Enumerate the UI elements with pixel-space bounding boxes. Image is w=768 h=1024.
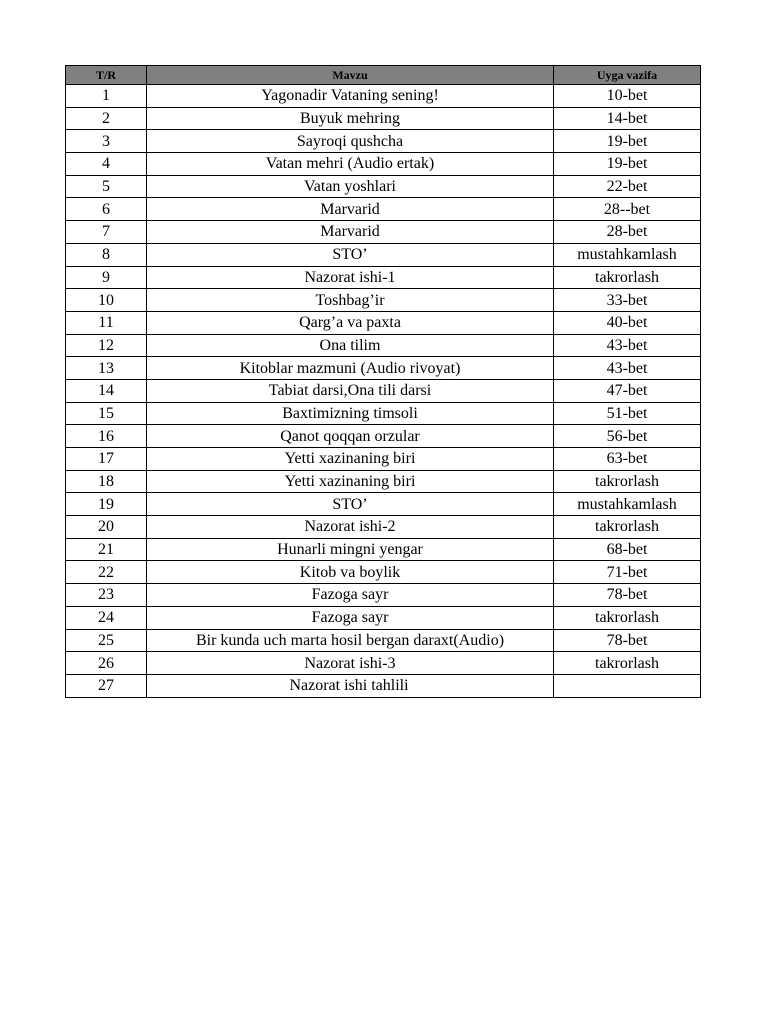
row-topic-cell: Qarg’a va paxta xyxy=(147,311,554,334)
row-number-cell: 8 xyxy=(66,243,147,266)
row-topic-cell: Qanot qoqqan orzular xyxy=(147,425,554,448)
row-number-cell: 13 xyxy=(66,357,147,380)
row-homework-cell: 78-bet xyxy=(554,629,701,652)
table-row xyxy=(66,538,701,561)
table-row xyxy=(66,221,701,244)
row-homework-cell: 43-bet xyxy=(554,334,701,357)
row-number-cell: 24 xyxy=(66,606,147,629)
row-number-cell: 27 xyxy=(66,674,147,697)
table-row xyxy=(66,629,701,652)
table-row xyxy=(66,130,701,153)
row-number-cell: 12 xyxy=(66,334,147,357)
row-topic-cell: STO’ xyxy=(147,493,554,516)
row-number-cell: 1 xyxy=(66,85,147,108)
row-homework-cell: 19-bet xyxy=(554,153,701,176)
table-row xyxy=(66,153,701,176)
table-row xyxy=(66,470,701,493)
row-topic-cell: Baxtimizning timsoli xyxy=(147,402,554,425)
row-homework-cell: 14-bet xyxy=(554,107,701,130)
row-topic-cell: Marvarid xyxy=(147,221,554,244)
row-homework-cell: 71-bet xyxy=(554,561,701,584)
row-topic-cell: Nazorat ishi tahlili xyxy=(147,674,554,697)
table-row xyxy=(66,85,701,108)
header-homework: Uyga vazifa xyxy=(554,66,701,85)
row-homework-cell: takrorlash xyxy=(554,266,701,289)
table-row xyxy=(66,289,701,312)
row-number-cell: 7 xyxy=(66,221,147,244)
row-homework-cell: takrorlash xyxy=(554,470,701,493)
row-topic-cell: Yagonadir Vataning sening! xyxy=(147,85,554,108)
row-number-cell: 17 xyxy=(66,448,147,471)
row-topic-cell: Tabiat darsi,Ona tili darsi xyxy=(147,379,554,402)
row-number-cell: 3 xyxy=(66,130,147,153)
table-row xyxy=(66,561,701,584)
row-homework-cell: 10-bet xyxy=(554,85,701,108)
row-number-cell: 15 xyxy=(66,402,147,425)
row-topic-cell: Marvarid xyxy=(147,198,554,221)
table-row xyxy=(66,334,701,357)
row-topic-cell: Toshbag’ir xyxy=(147,289,554,312)
row-homework-cell: mustahkamlash xyxy=(554,243,701,266)
table-body xyxy=(66,85,701,698)
row-number-cell: 21 xyxy=(66,538,147,561)
table-row xyxy=(66,311,701,334)
row-number-cell: 26 xyxy=(66,652,147,675)
row-topic-cell: Bir kunda uch marta hosil bergan daraxt(Audio) xyxy=(147,629,554,652)
row-homework-cell: 28-bet xyxy=(554,221,701,244)
row-number-cell: 18 xyxy=(66,470,147,493)
row-number-cell: 5 xyxy=(66,175,147,198)
row-number-cell: 22 xyxy=(66,561,147,584)
row-topic-cell: Nazorat ishi-3 xyxy=(147,652,554,675)
row-number-cell: 19 xyxy=(66,493,147,516)
row-number-cell: 2 xyxy=(66,107,147,130)
table-row xyxy=(66,402,701,425)
row-number-cell: 11 xyxy=(66,311,147,334)
row-topic-cell: Kitoblar mazmuni (Audio rivoyat) xyxy=(147,357,554,380)
row-topic-cell: Hunarli mingni yengar xyxy=(147,538,554,561)
row-topic-cell: Yetti xazinaning biri xyxy=(147,470,554,493)
row-homework-cell: takrorlash xyxy=(554,652,701,675)
row-topic-cell: Buyuk mehring xyxy=(147,107,554,130)
table-row xyxy=(66,357,701,380)
row-homework-cell xyxy=(554,674,701,697)
row-topic-cell: STO’ xyxy=(147,243,554,266)
row-number-cell: 4 xyxy=(66,153,147,176)
row-homework-cell: 63-bet xyxy=(554,448,701,471)
row-topic-cell: Ona tilim xyxy=(147,334,554,357)
row-topic-cell: Kitob va boylik xyxy=(147,561,554,584)
row-homework-cell: mustahkamlash xyxy=(554,493,701,516)
row-homework-cell: 28--bet xyxy=(554,198,701,221)
row-topic-cell: Sayroqi qushcha xyxy=(147,130,554,153)
row-topic-cell: Nazorat ishi-1 xyxy=(147,266,554,289)
table-row xyxy=(66,379,701,402)
row-number-cell: 25 xyxy=(66,629,147,652)
row-number-cell: 9 xyxy=(66,266,147,289)
table-header xyxy=(66,66,701,85)
row-number-cell: 20 xyxy=(66,516,147,539)
table-row xyxy=(66,198,701,221)
row-homework-cell: 40-bet xyxy=(554,311,701,334)
row-topic-cell: Vatan mehri (Audio ertak) xyxy=(147,153,554,176)
table-row xyxy=(66,606,701,629)
table-row xyxy=(66,175,701,198)
row-number-cell: 14 xyxy=(66,379,147,402)
lesson-plan-table xyxy=(65,65,701,698)
table-row xyxy=(66,674,701,697)
row-topic-cell: Vatan yoshlari xyxy=(147,175,554,198)
row-number-cell: 23 xyxy=(66,584,147,607)
table-row xyxy=(66,107,701,130)
table-row xyxy=(66,493,701,516)
row-homework-cell: 22-bet xyxy=(554,175,701,198)
table-row xyxy=(66,584,701,607)
table-row xyxy=(66,448,701,471)
row-homework-cell: 47-bet xyxy=(554,379,701,402)
row-number-cell: 6 xyxy=(66,198,147,221)
row-homework-cell: 56-bet xyxy=(554,425,701,448)
row-topic-cell: Fazoga sayr xyxy=(147,606,554,629)
row-homework-cell: 43-bet xyxy=(554,357,701,380)
row-topic-cell: Yetti xazinaning biri xyxy=(147,448,554,471)
row-topic-cell: Nazorat ishi-2 xyxy=(147,516,554,539)
row-homework-cell: 78-bet xyxy=(554,584,701,607)
table-row xyxy=(66,243,701,266)
row-homework-cell: takrorlash xyxy=(554,516,701,539)
header-row xyxy=(66,66,701,85)
header-topic: Mavzu xyxy=(147,66,554,85)
table-row xyxy=(66,516,701,539)
row-homework-cell: takrorlash xyxy=(554,606,701,629)
row-homework-cell: 51-bet xyxy=(554,402,701,425)
row-number-cell: 16 xyxy=(66,425,147,448)
table-row xyxy=(66,266,701,289)
row-homework-cell: 68-bet xyxy=(554,538,701,561)
table-row xyxy=(66,425,701,448)
table-row xyxy=(66,652,701,675)
header-number: T/R xyxy=(66,66,147,85)
row-number-cell: 10 xyxy=(66,289,147,312)
row-homework-cell: 33-bet xyxy=(554,289,701,312)
row-homework-cell: 19-bet xyxy=(554,130,701,153)
row-topic-cell: Fazoga sayr xyxy=(147,584,554,607)
